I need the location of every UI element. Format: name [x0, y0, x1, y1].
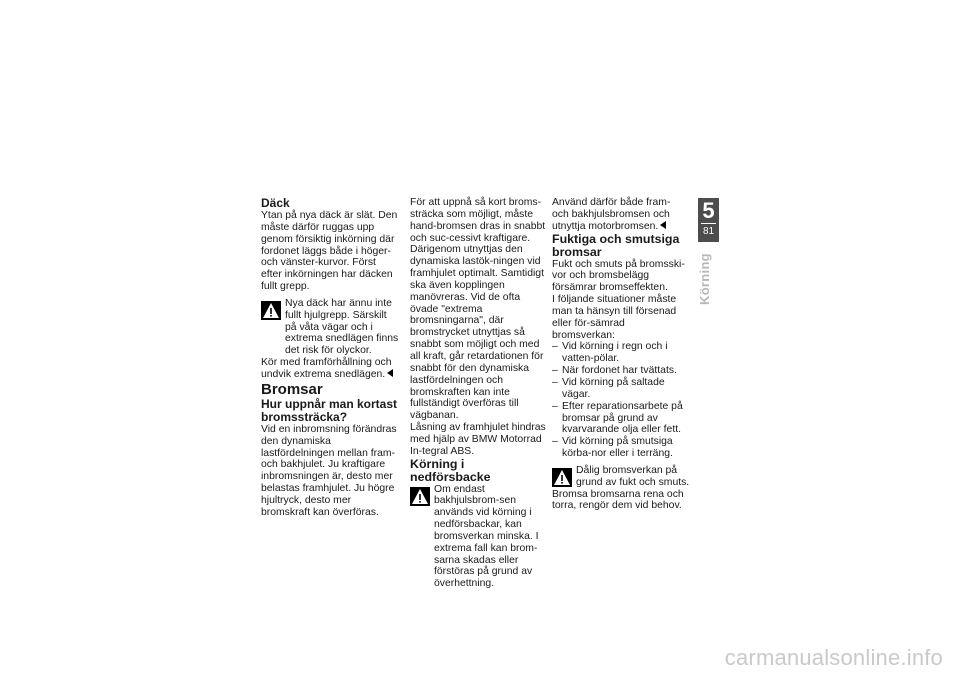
list-item: – Vid körning på smutsiga körba-nor eller i terräng. — [552, 436, 690, 460]
page-number: 81 — [702, 226, 715, 237]
situation-list — [552, 341, 690, 459]
warning-text: Om endast bakhjulsbrom-sen används vid körning i nedförsbackar, kan bromsverkan minska. I extrema fall kan brom-sarna skadas eller förstöras på grund av överhettning. — [434, 483, 539, 590]
heading-fuktiga-bromsar: Fuktiga och smutsiga bromsar — [552, 231, 680, 259]
column-2 — [410, 197, 548, 590]
list-item: – Vid körning på saltade vägar. — [552, 377, 690, 401]
paragraph: Fukt och smuts på bromsski-vor och bromsbelägg försämrar bromseffekten. — [552, 258, 685, 294]
list-item: – Vid körning i regn och i vatten-pölar. — [552, 341, 690, 365]
list-item: – När fordonet har tvättats. — [552, 365, 690, 377]
paragraph: Låsning av framhjulet hindras med hjälp av BMW Motorrad In-tegral ABS. — [410, 422, 546, 457]
warning-text: Nya däck har ännu inte fullt hjulgrepp. Särskilt på våta vägar och i extrema snedlägen finns det risk för olyckor. — [285, 297, 399, 357]
list-item: – Efter reparationsarbete på bromsar på grund av kvarvarande olja eller fett. — [552, 401, 690, 437]
warning-block — [410, 484, 548, 591]
column-1 — [261, 197, 399, 519]
warning-text: Dålig bromsverkan på grund av fukt och smuts. — [576, 464, 690, 488]
divider — [701, 223, 716, 224]
watermark: carmanualsonline.info — [724, 645, 943, 670]
heading-bromsstracka: Hur uppnår man kortast bromssträcka? — [261, 396, 398, 424]
side-label-text: Körning — [697, 253, 712, 305]
warning-block — [261, 298, 399, 357]
warning-icon — [552, 468, 572, 487]
paragraph: För att uppnå så kort broms-sträcka som möjligt, måste hand-bromsen dras in snabbt och suc-cessivt kraftigare. Därigenom utnyttjas den dynamiska lastök-ningen vid framhjulet optimalt. Samtidigt ska även kopplingen manövreras. Vid de ofta övade "extrema bromsningarna", där bromstrycket utnyttjas så snabbt som möjligt och med all kraft, går retardationen för snabbt för den dynamiska lastfördelningen och bromskraften kan inte fullständigt överföras till vägbanan. — [410, 197, 546, 422]
paragraph: Bromsa bromsarna rena och torra, rengör dem vid behov. — [552, 488, 684, 512]
warning-icon — [410, 487, 430, 506]
section-side-label — [697, 253, 712, 305]
paragraph: I följande situationer måste man ta hänsyn till försenad eller för-sämrad bromsverkan: — [552, 294, 677, 341]
paragraph: Kör med framförhållning och undvik extrema snedlägen. — [261, 357, 392, 380]
heading-korning-nedforsbacke: Körning i nedförsbacke — [410, 456, 491, 484]
chapter-number: 5 — [702, 198, 715, 223]
end-mark-icon — [660, 221, 666, 229]
chapter-tab — [698, 198, 719, 242]
column-3 — [552, 197, 690, 512]
warning-block — [552, 465, 690, 489]
paragraph: Använd därför både fram- och bakhjulsbromsen och utnyttja motorbromsen. — [552, 197, 671, 232]
heading-dack: Däck — [261, 196, 290, 210]
paragraph: Vid en inbromsning förändras den dynamiska lastfördelningen mellan fram- och bakhjulet. Ju kraftigare inbromsningen är, desto mer belastas framhjulet. Ju högre hjultryck, desto mer bromskraft kan överföras. — [261, 423, 397, 518]
end-mark-icon — [387, 369, 393, 377]
heading-bromsar: Bromsar — [261, 380, 323, 398]
paragraph: Ytan på nya däck är slät. Den måste därför ruggas upp genom försiktig inkörning där fordonet läggs både i höger- och vänster-kurvor. Först efter inkörningen har däcken fullt grepp. — [261, 210, 398, 293]
warning-icon — [261, 301, 281, 320]
